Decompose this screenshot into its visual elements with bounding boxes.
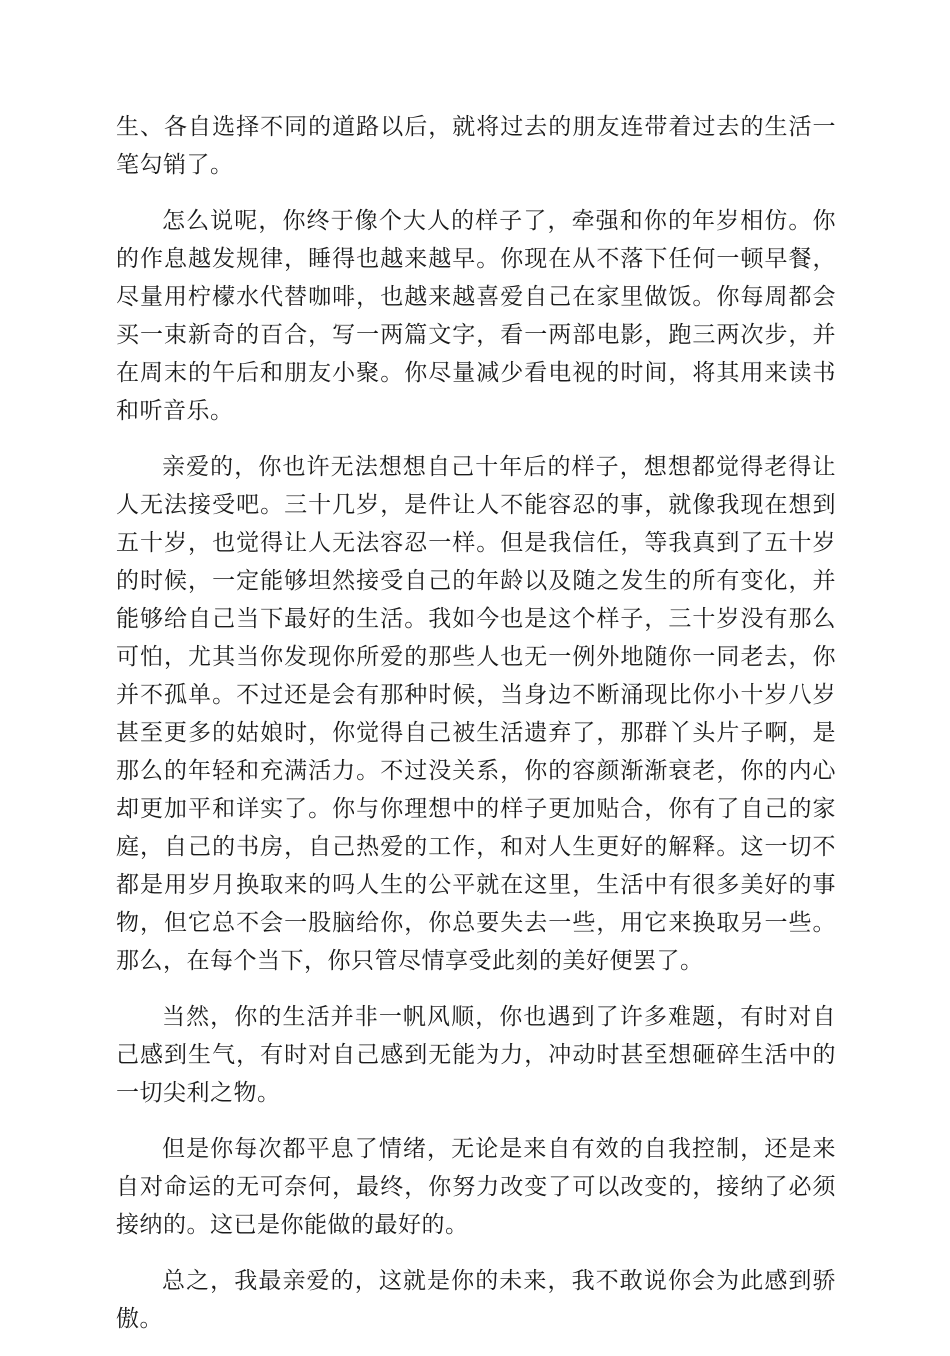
paragraph-6: 总之，我最亲爱的，这就是你的未来，我不敢说你会为此感到骄傲。: [116, 1268, 836, 1332]
paragraph-4: 当然，你的生活并非一帆风顺，你也遇到了许多难题，有时对自己感到生气，有时对自己感到无能为力，冲动时甚至想砸碎生活中的一切尖利之物。: [116, 1004, 836, 1106]
paragraph-2: 怎么说呢，你终于像个大人的样子了，牵强和你的年岁相仿。你的作息越发规律，睡得也越来越早。你现在从不落下任何一顿早餐，尽量用柠檬水代替咖啡，也越来越喜爱自己在家里做饭。你每周都会买一束新奇的百合，写一两篇文字，看一两部电影，跑三两次步，并在周末的午后和朋友小聚。你尽量减少看电视的时间，将其用来读书和听音乐。: [116, 208, 836, 424]
paragraph-1: 生、各自选择不同的道路以后，就将过去的朋友连带着过去的生活一笔勾销了。: [116, 114, 836, 178]
paragraph-5: 但是你每次都平息了情绪，无论是来自有效的自我控制，还是来自对命运的无可奈何，最终，你努力改变了可以改变的，接纳了必须接纳的。这已是你能做的最好的。: [116, 1136, 836, 1238]
paragraph-3: 亲爱的，你也许无法想想自己十年后的样子，想想都觉得老得让人无法接受吧。三十几岁，是件让人不能容忍的事，就像我现在想到五十岁，也觉得让人无法容忍一样。但是我信任，等我真到了五十岁的时候，一定能够坦然接受自己的年龄以及随之发生的所有变化，并能够给自己当下最好的生活。我如今也是这个样子，三十岁没有那么可怕，尤其当你发现你所爱的那些人也无一例外地随你一同老去，你并不孤单。不过还是会有那种时候，当身边不断涌现比你小十岁八岁甚至更多的姑娘时，你觉得自己被生活遗弃了，那群丫头片子啊，是那么的年轻和充满活力。不过没关系，你的容颜渐渐衰老，你的内心却更加平和详实了。你与你理想中的样子更加贴合，你有了自己的家庭，自己的书房，自己热爱的工作，和对人生更好的解释。这一切不都是用岁月换取来的吗人生的公平就在这里，生活中有很多美好的事物，但它总不会一股脑给你，你总要失去一些，用它来换取另一些。那么，在每个当下，你只管尽情享受此刻的美好便罢了。: [116, 454, 836, 974]
document-body: [116, 108, 836, 1356]
